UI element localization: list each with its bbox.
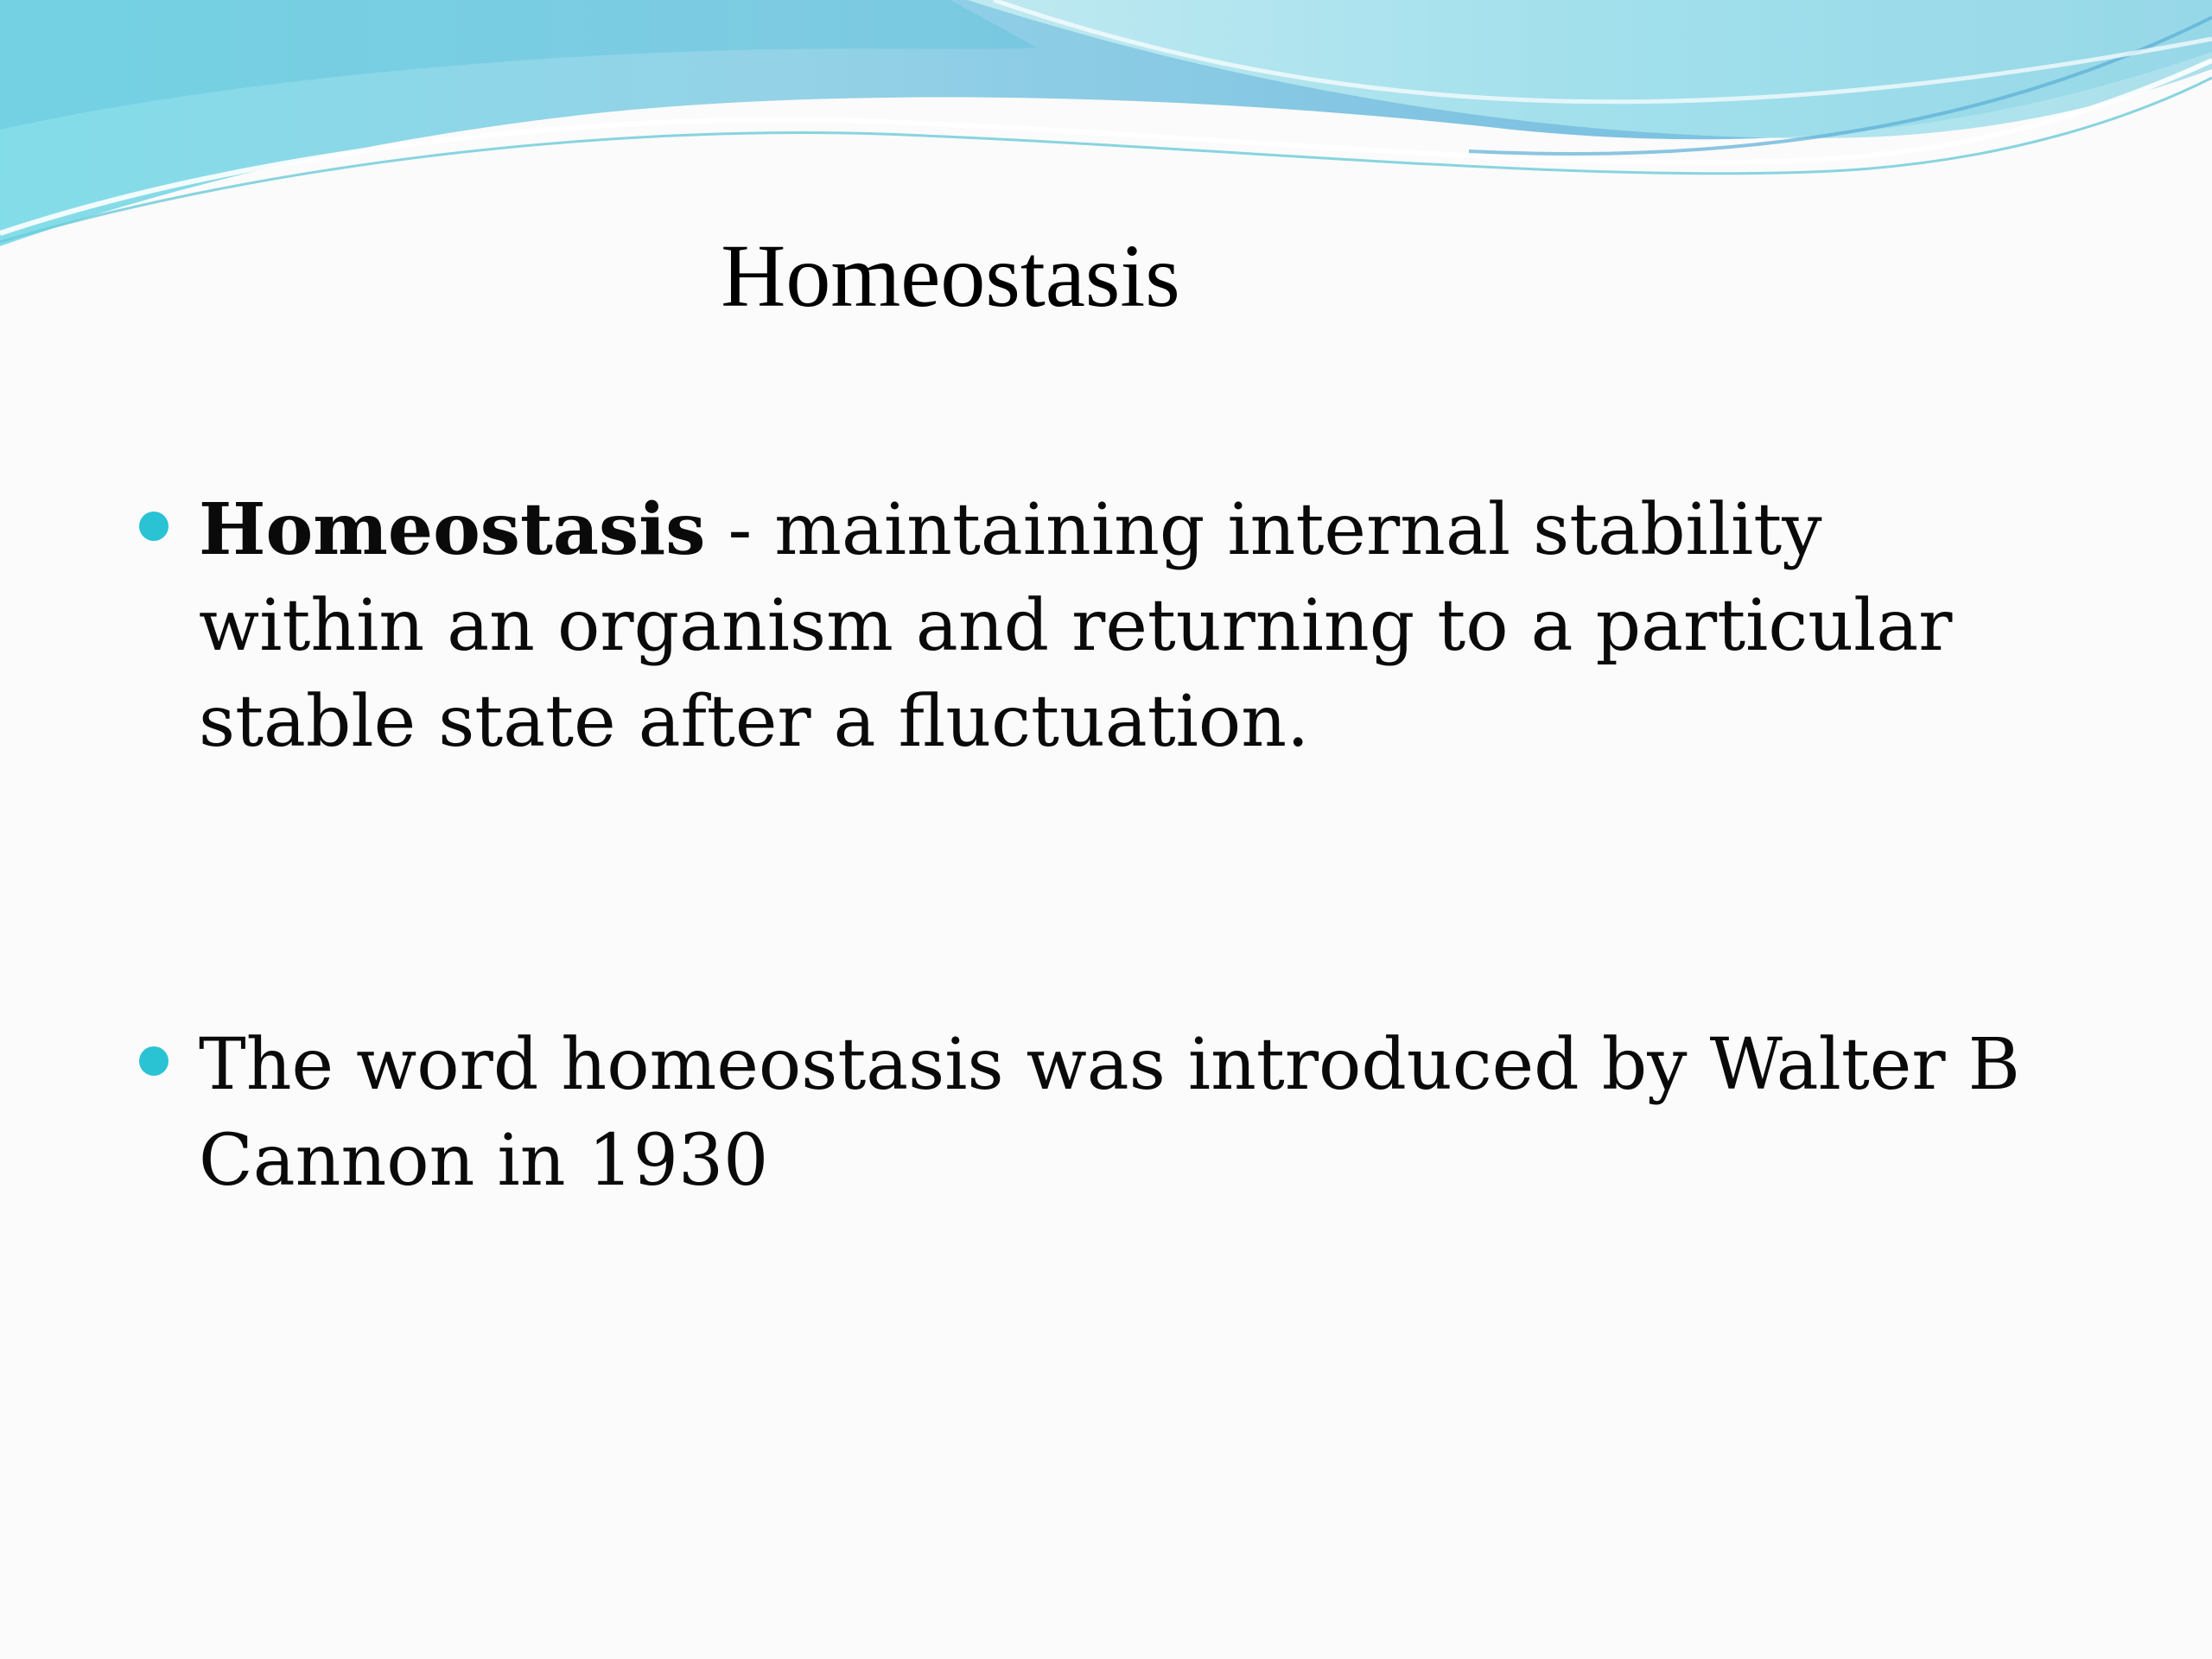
bullet-item-history (199, 1017, 2039, 1209)
bullet-dot-icon (139, 1046, 168, 1076)
bullet-text: The word homeostasis was introduced by Walter B Cannon in 1930 (199, 1024, 2020, 1202)
slide-title: Homeostasis (721, 226, 1180, 326)
bullet-text: - maintaining internal stability within an organism and returning to a particular stable state after a fluctuation. (199, 489, 1953, 763)
bullet-term: Homeostasis (199, 488, 706, 571)
bullet-dot-icon (139, 512, 168, 541)
bullet-item-definition (199, 482, 2039, 770)
